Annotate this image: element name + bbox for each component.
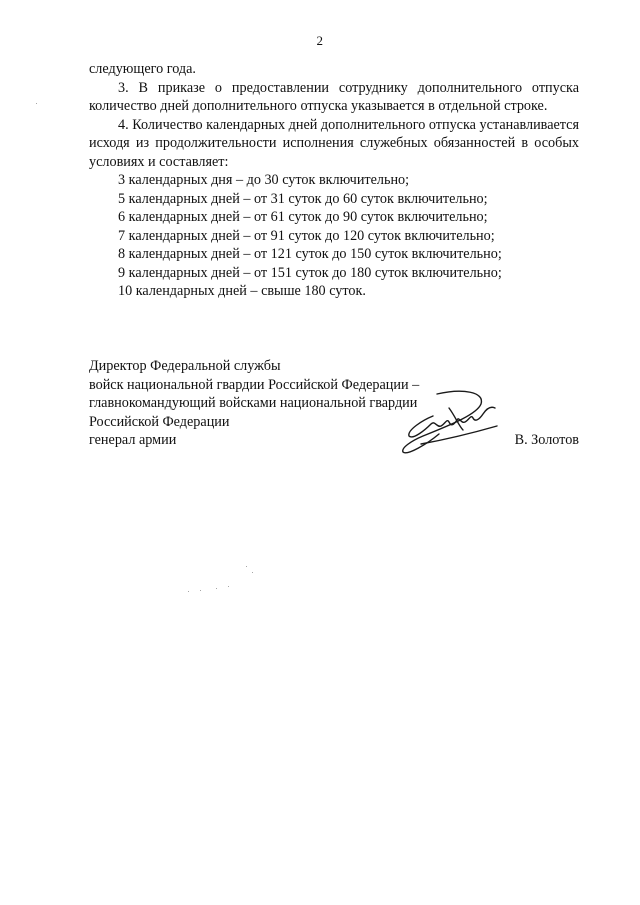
scan-speck: [36, 103, 37, 104]
schedule-item: 8 календарных дней – от 121 суток до 150 суток включительно;: [118, 246, 502, 262]
schedule-item: 3 календарных дня – до 30 суток включительно;: [118, 172, 410, 188]
document-body: [89, 60, 579, 301]
signatory-rank: генерал армии: [89, 432, 177, 448]
handwritten-signature: [393, 386, 503, 456]
signatory-position-line: Директор Федеральной службы: [89, 358, 281, 374]
paragraph-3: 3. В приказе о предоставлении сотруднику дополнительного отпуска количество дней дополнительного отпуска указывается в отдельной строке.: [89, 79, 579, 114]
scan-speck: [246, 566, 247, 567]
scan-speck: [200, 590, 201, 591]
signatory-position-line: главнокомандующий войсками национальной гвардии: [89, 395, 418, 411]
schedule-item: 10 календарных дней – свыше 180 суток.: [118, 283, 366, 299]
scan-speck: [216, 588, 217, 589]
schedule-item: 5 календарных дней – от 31 суток до 60 суток включительно;: [118, 190, 488, 207]
schedule-item: 7 календарных дней – от 91 суток до 120 суток включительно;: [118, 227, 495, 244]
signatory-name: В. Золотов: [514, 432, 579, 448]
scan-speck: [188, 591, 189, 592]
signatory-position-line: войск национальной гвардии Российской Федерации –: [89, 376, 420, 393]
schedule-item: 6 календарных дней – от 61 суток до 90 суток включительно;: [118, 209, 488, 225]
scan-speck: [228, 586, 229, 587]
signatory-position-line: Российской Федерации: [89, 413, 230, 430]
signature-block: [89, 357, 579, 450]
paragraph-4: 4. Количество календарных дней дополнительного отпуска устанавливается исходя из продолжительности исполнения служебных обязанностей в особых условиях и составляет:: [89, 116, 579, 170]
page-number: 2: [316, 33, 324, 48]
scan-speck: [252, 572, 253, 573]
leave-schedule-list: [89, 171, 579, 301]
schedule-item: 9 календарных дней – от 151 суток до 180 суток включительно;: [118, 264, 502, 281]
paragraph-continuation: следующего года.: [89, 61, 196, 77]
